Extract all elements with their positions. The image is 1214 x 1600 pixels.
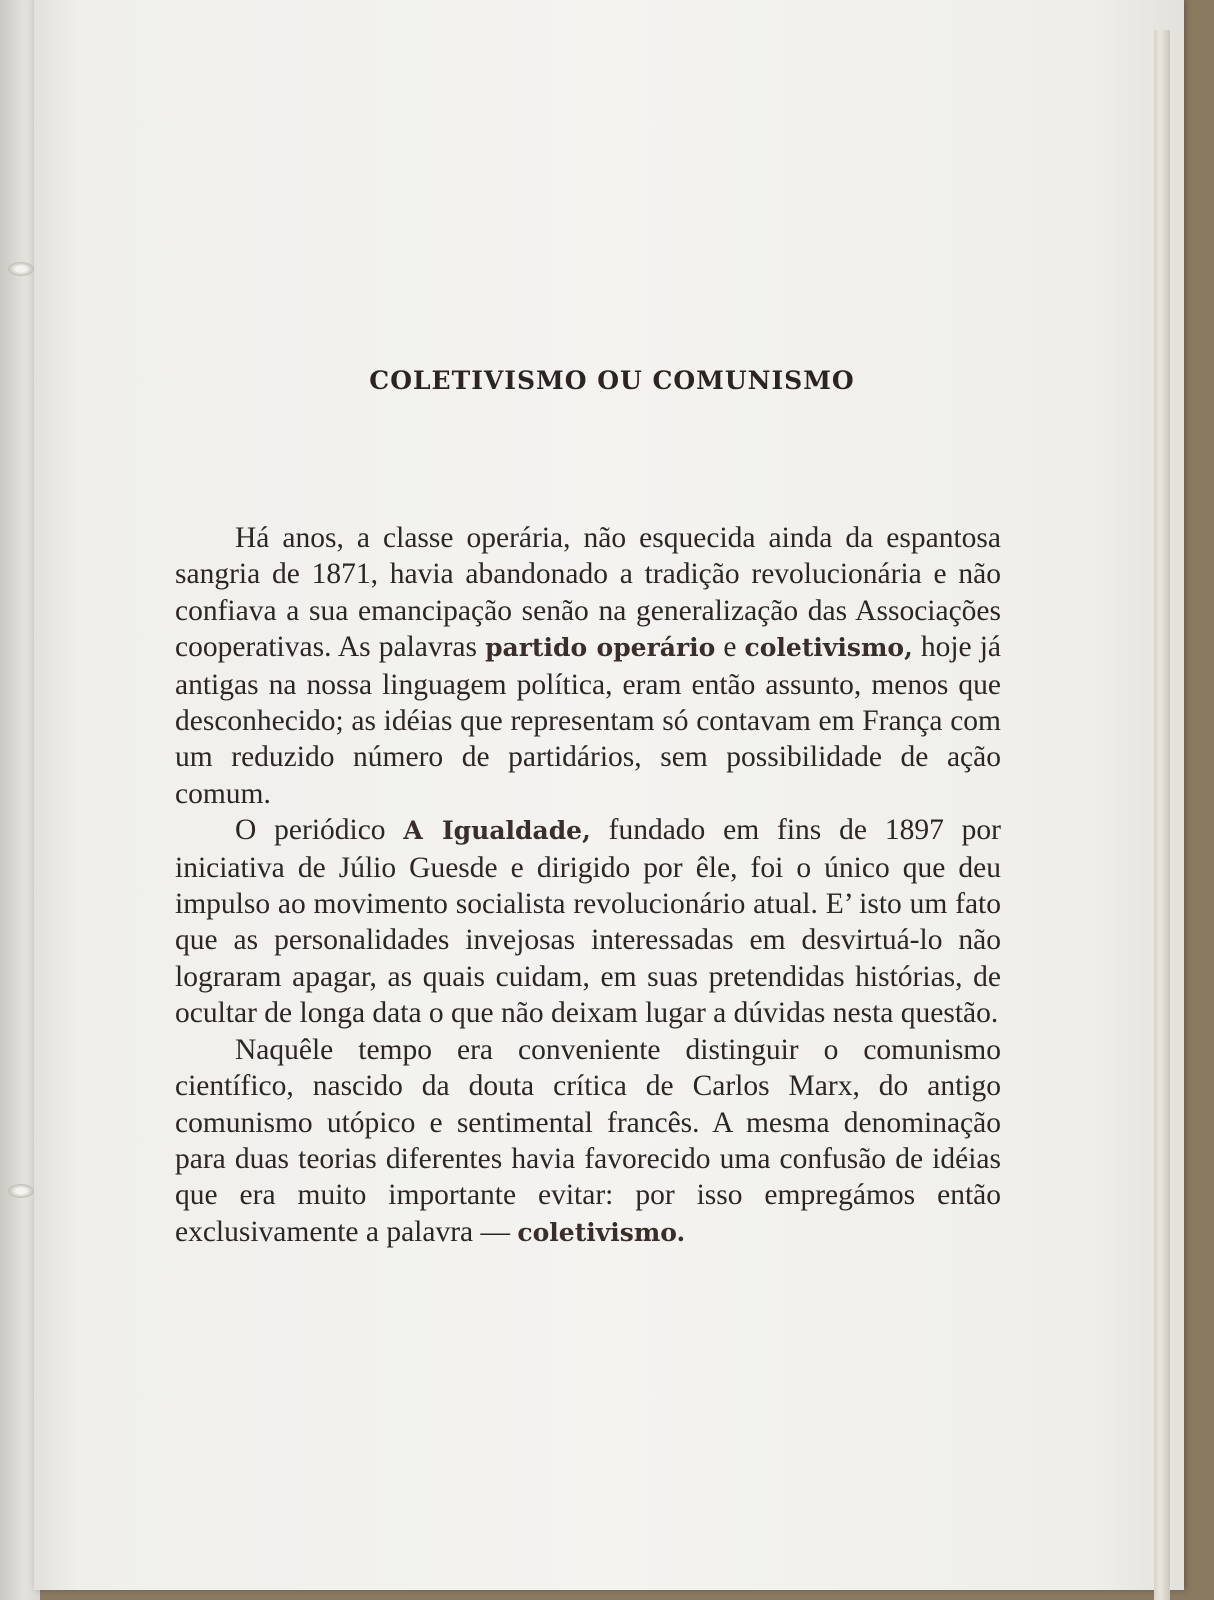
paragraph bbox=[175, 520, 1001, 812]
emphasis-coletivismo: coletivismo, bbox=[744, 633, 913, 663]
text-run: fundado em fins de 1897 por iniciativa de Júlio Guesde e dirigido por êle, foi o único que deu impulso ao movimento socialista revolucionário atual. E’ isto um fato que as personalidades invejosas interessadas em desvirtuá-lo não lograram apagar, as quais cuidam, em suas pretendidas histórias, de ocultar de longa data o que não deixam lugar a dúvidas nesta questão. bbox=[175, 814, 1001, 1030]
paragraph bbox=[175, 1032, 1001, 1251]
emphasis-a-igualdade: A Igualdade, bbox=[403, 816, 591, 846]
text-run: hoje já antigas na nossa linguagem política, eram então assunto, menos que desconhecido; as idéias que representam só contavam em França com um reduzido número de partidários, sem possibilidade de ação comum. bbox=[175, 631, 1001, 810]
emphasis-coletivismo-final: coletivismo. bbox=[517, 1217, 686, 1247]
binding-stitch bbox=[8, 1184, 34, 1198]
text-run: Naquêle tempo era conveniente distinguir o comunismo científico, nascido da douta crítica de Carlos Marx, do antigo comunismo utópico e sentimental francês. A mesma denominação para duas teorias diferentes havia favorecido uma confusão de idéias que era muito importante evitar: por isso empregámos então exclusivamente a palavra — bbox=[175, 1033, 1001, 1248]
body-text bbox=[175, 520, 1001, 1251]
chapter-title: COLETIVISMO OU COMUNISMO bbox=[369, 366, 855, 395]
paragraph bbox=[175, 812, 1001, 1031]
text-run: O periódico bbox=[235, 814, 404, 847]
emphasis-partido-operario: partido operário bbox=[485, 633, 716, 663]
binding-stitch bbox=[8, 262, 34, 276]
page-edge bbox=[1154, 30, 1170, 1600]
text-run: e bbox=[715, 631, 745, 664]
text-run: Há anos, a classe operária, não esquecida ainda da espantosa sangria de 1871, havia abandonado a tradição revolucionária e não confiava a sua emancipação senão na generalização das Associações cooperativas. As palavras bbox=[175, 522, 1001, 664]
